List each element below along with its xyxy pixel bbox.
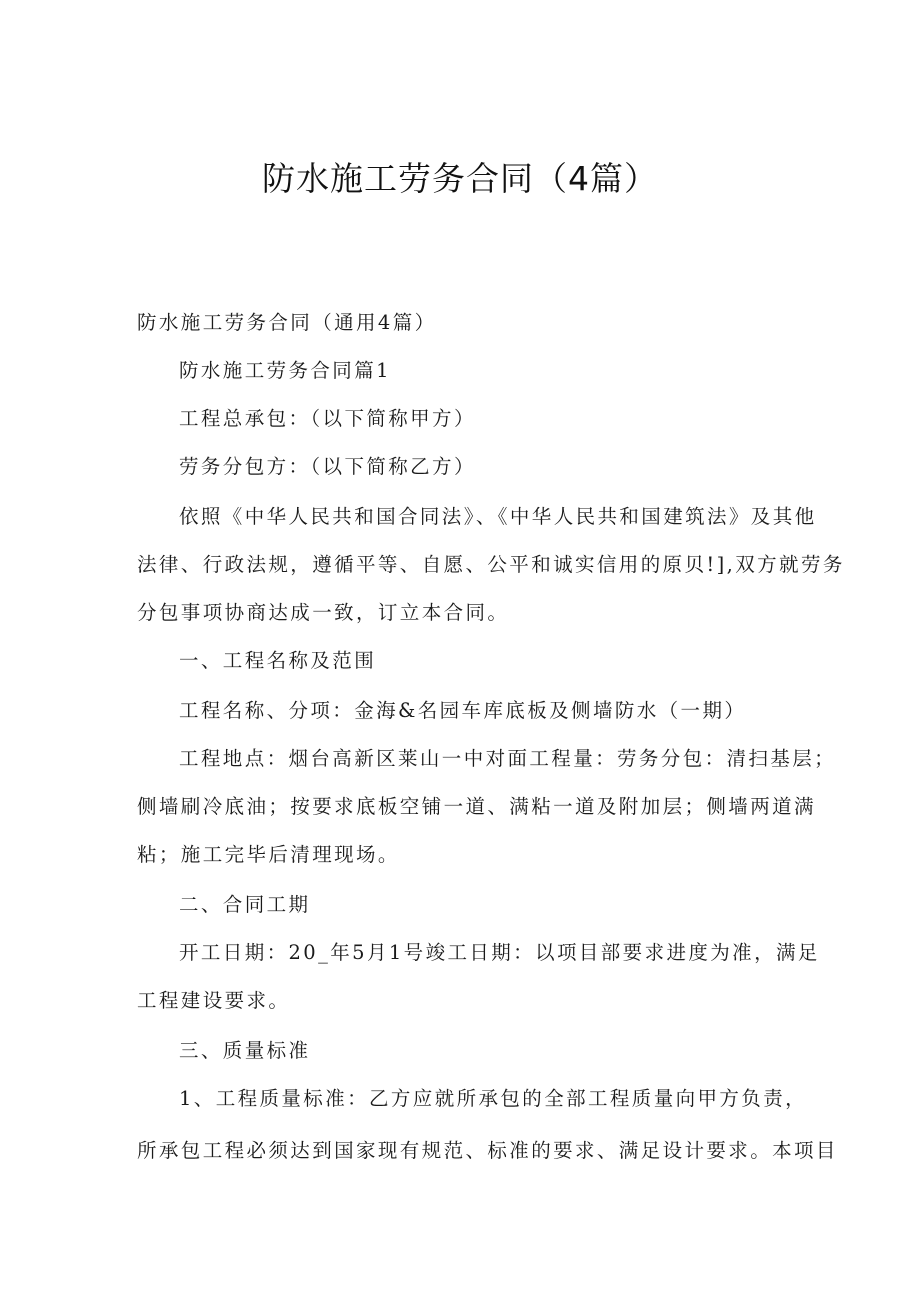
quality-line-2: 所承包工程必须达到国家现有规范、标准的要求、满足设计要求。本项目: [137, 1139, 838, 1162]
quality-line-1: 1、工程质量标准：乙方应就所承包的全部工程质量向甲方负责，: [179, 1087, 808, 1110]
schedule-line-1: 开工日期：20_年5月1号竣工日期：以项目部要求进度为准，满足: [179, 941, 820, 964]
preamble-line-3: 分包事项协商达成一致，订立本合同。: [137, 601, 510, 624]
preamble-line-1: 依照《中华人民共和国合同法》、《中华人民共和国建筑法》及其他: [179, 505, 817, 528]
document-title: 防水施工劳务合同（4篇）: [262, 159, 658, 198]
labor-subcontractor-line: 劳务分包方：（以下简称乙方）: [179, 455, 476, 478]
project-location-line-2: 侧墙刷冷底油；按要求底板空铺一道、满粘一道及附加层；侧墙两道满: [137, 795, 816, 818]
clause2-heading: 二、合同工期: [179, 893, 311, 916]
project-location-line-3: 粘；施工完毕后清理现场。: [137, 843, 400, 866]
section-heading: 防水施工劳务合同篇1: [179, 359, 391, 382]
general-contractor-line: 工程总承包：（以下简称甲方）: [179, 407, 476, 430]
schedule-line-2: 工程建设要求。: [137, 989, 291, 1012]
clause1-heading: 一、工程名称及范围: [179, 649, 377, 672]
project-location-line-1: 工程地点：烟台高新区莱山一中对面工程量：劳务分包：清扫基层；: [179, 747, 837, 770]
project-name-line: 工程名称、分项：金海&名园车库底板及侧墙防水（一期）: [179, 699, 747, 722]
clause3-heading: 三、质量标准: [179, 1039, 311, 1062]
preamble-line-2: 法律、行政法规，遵循平等、自愿、公平和诚实信用的原贝!],双方就劳务: [137, 553, 845, 576]
document-subtitle: 防水施工劳务合同（通用4篇）: [137, 311, 437, 334]
